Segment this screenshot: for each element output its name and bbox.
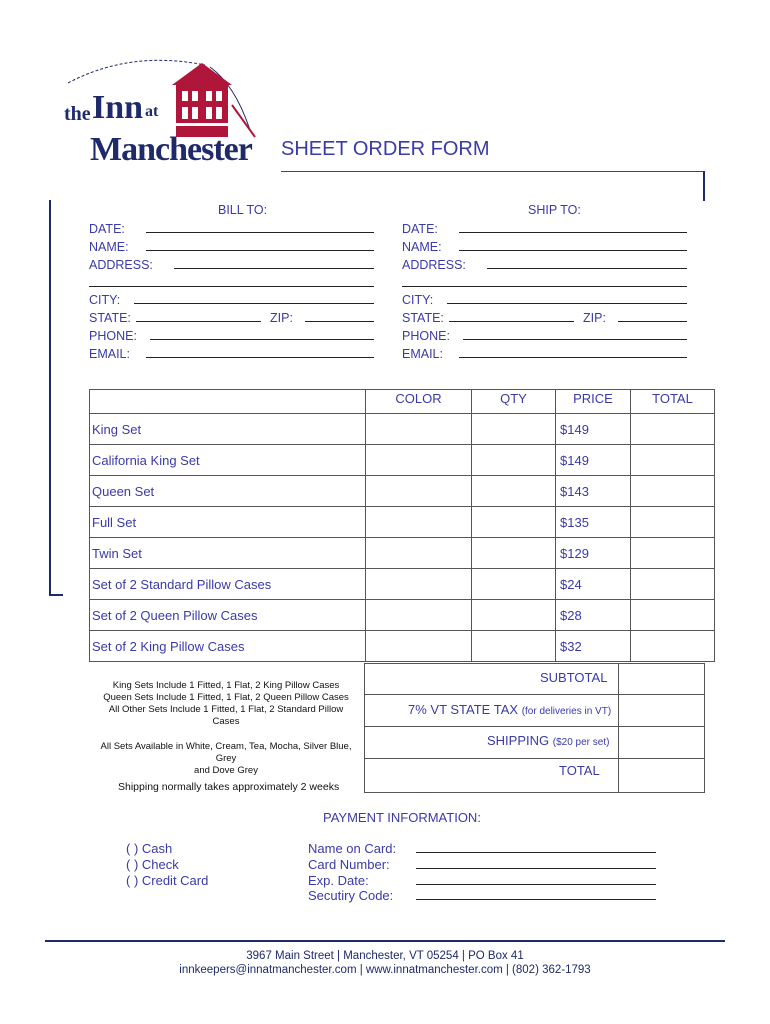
qty-cell[interactable] — [472, 445, 556, 476]
totals-divider-3 — [364, 758, 704, 759]
ship-to-heading: SHIP TO: — [528, 203, 581, 217]
exp-date-field[interactable] — [416, 884, 656, 885]
tax-label-main: 7% VT STATE TAX — [408, 702, 519, 717]
bill-date-field[interactable] — [146, 232, 374, 233]
exp-date-label: Exp. Date: — [308, 873, 369, 888]
item-name: Twin Set — [90, 538, 366, 569]
totals-divider-2 — [364, 726, 704, 727]
payment-credit-option[interactable]: ( ) Credit Card — [126, 873, 209, 888]
totals-divider-1 — [364, 694, 704, 695]
price-cell: $24 — [556, 569, 631, 600]
shipping-label — [487, 733, 609, 748]
ship-email-field[interactable] — [459, 357, 687, 358]
payment-heading: PAYMENT INFORMATION: — [323, 810, 481, 825]
qty-cell[interactable] — [472, 569, 556, 600]
subtotal-label: SUBTOTAL — [540, 670, 608, 685]
note-line: Cases — [212, 716, 240, 727]
color-cell[interactable] — [366, 600, 472, 631]
bill-address-field-2[interactable] — [89, 286, 374, 287]
price-cell: $32 — [556, 631, 631, 662]
bill-phone-label: PHONE: — [89, 329, 137, 343]
item-name: Queen Set — [90, 476, 366, 507]
ship-state-label: STATE: — [402, 311, 444, 325]
note-line: King Sets Include 1 Fitted, 1 Flat, 2 King Pillow Cases — [112, 680, 340, 691]
qty-cell[interactable] — [472, 538, 556, 569]
color-cell[interactable] — [366, 507, 472, 538]
qty-cell[interactable] — [472, 631, 556, 662]
col-header-price: PRICE — [556, 390, 631, 414]
inn-logo — [60, 45, 260, 180]
price-cell: $143 — [556, 476, 631, 507]
bill-name-label: NAME: — [89, 240, 129, 254]
table-row — [90, 445, 715, 476]
bill-state-field[interactable] — [136, 321, 261, 322]
bill-to-heading: BILL TO: — [218, 203, 268, 217]
color-cell[interactable] — [366, 631, 472, 662]
bill-email-label: EMAIL: — [89, 347, 130, 361]
name-on-card-label: Name on Card: — [308, 841, 397, 856]
total-cell[interactable] — [631, 476, 715, 507]
payment-check-option[interactable]: ( ) Check — [126, 857, 179, 872]
page-title: SHEET ORDER FORM — [281, 138, 490, 160]
security-code-label: Secutiry Code: — [308, 888, 394, 903]
qty-cell[interactable] — [472, 600, 556, 631]
shipping-label-main: SHIPPING — [487, 733, 550, 748]
logo-the: the — [64, 103, 91, 125]
bill-address-field[interactable] — [174, 268, 374, 269]
price-cell: $149 — [556, 445, 631, 476]
color-cell[interactable] — [366, 445, 472, 476]
item-name: Set of 2 King Pillow Cases — [90, 631, 366, 662]
note-line: All Other Sets Include 1 Fitted, 1 Flat, 2 Standard Pillow — [108, 704, 344, 715]
ship-phone-label: PHONE: — [402, 329, 450, 343]
bill-phone-field[interactable] — [150, 339, 374, 340]
bill-date-label: DATE: — [89, 222, 125, 236]
bill-email-field[interactable] — [146, 357, 374, 358]
total-cell[interactable] — [631, 507, 715, 538]
item-name: California King Set — [90, 445, 366, 476]
bill-name-field[interactable] — [146, 250, 374, 251]
table-row — [90, 631, 715, 662]
ship-city-field[interactable] — [447, 303, 687, 304]
ship-phone-field[interactable] — [463, 339, 687, 340]
left-bracket-foot — [49, 594, 63, 596]
card-number-field[interactable] — [416, 868, 656, 869]
ship-address-field-2[interactable] — [402, 286, 687, 287]
title-rule-end — [703, 171, 705, 201]
title-rule — [281, 171, 704, 172]
col-header-total: TOTAL — [631, 390, 715, 414]
color-cell[interactable] — [366, 569, 472, 600]
ship-address-label: ADDRESS: — [402, 258, 466, 272]
item-name: Set of 2 Standard Pillow Cases — [90, 569, 366, 600]
total-cell[interactable] — [631, 538, 715, 569]
total-cell[interactable] — [631, 414, 715, 445]
table-row — [90, 414, 715, 445]
logo-manchester: Manchester — [90, 131, 252, 168]
table-row — [90, 600, 715, 631]
ship-email-label: EMAIL: — [402, 347, 443, 361]
note-line: All Sets Available in White, Cream, Tea, Mocha, Silver Blue, Grey — [100, 741, 352, 764]
color-cell[interactable] — [366, 414, 472, 445]
subtotal-value[interactable] — [620, 664, 702, 693]
bill-address-label: ADDRESS: — [89, 258, 153, 272]
footer-contact: innkeepers@innatmanchester.com | www.innatmanchester.com | (802) 362-1793 — [179, 964, 591, 976]
col-header-item — [90, 390, 366, 414]
item-name: Set of 2 Queen Pillow Cases — [90, 600, 366, 631]
note-line: Queen Sets Include 1 Fitted, 1 Flat, 2 Queen Pillow Cases — [103, 692, 349, 703]
note-line: and Dove Grey — [194, 765, 258, 776]
bill-zip-field[interactable] — [305, 321, 374, 322]
col-header-color: COLOR — [366, 390, 472, 414]
ship-address-field[interactable] — [487, 268, 687, 269]
name-on-card-field[interactable] — [416, 852, 656, 853]
total-cell[interactable] — [631, 569, 715, 600]
availability-notes — [92, 741, 360, 777]
bill-state-label: STATE: — [89, 311, 131, 325]
shipping-label-note: ($20 per set) — [552, 737, 610, 748]
qty-cell[interactable] — [472, 414, 556, 445]
shipping-value[interactable] — [620, 728, 702, 757]
ship-zip-label: ZIP: — [583, 311, 606, 325]
ship-name-label: NAME: — [402, 240, 442, 254]
totals-divider-v — [618, 663, 619, 792]
table-row — [90, 507, 715, 538]
order-table — [89, 389, 715, 662]
ship-city-label: CITY: — [402, 293, 434, 307]
security-code-field[interactable] — [416, 899, 656, 900]
left-bracket — [49, 200, 51, 595]
total-cell[interactable] — [631, 600, 715, 631]
bill-city-label: CITY: — [89, 293, 121, 307]
price-cell: $28 — [556, 600, 631, 631]
ship-zip-field[interactable] — [618, 321, 687, 322]
bill-city-field[interactable] — [134, 303, 374, 304]
total-cell[interactable] — [631, 631, 715, 662]
qty-cell[interactable] — [472, 507, 556, 538]
price-cell: $149 — [556, 414, 631, 445]
item-name: King Set — [90, 414, 366, 445]
bill-zip-label: ZIP: — [270, 311, 293, 325]
price-cell: $135 — [556, 507, 631, 538]
ship-date-label: DATE: — [402, 222, 438, 236]
item-name: Full Set — [90, 507, 366, 538]
tax-value[interactable] — [620, 696, 702, 725]
table-row — [90, 476, 715, 507]
table-row — [90, 538, 715, 569]
color-cell[interactable] — [366, 538, 472, 569]
ship-state-field[interactable] — [449, 321, 574, 322]
tax-label-note: (for deliveries in VT) — [521, 706, 612, 717]
logo-inn: Inn — [92, 89, 144, 126]
color-cell[interactable] — [366, 476, 472, 507]
card-number-label: Card Number: — [308, 857, 390, 872]
shipping-time-note: Shipping normally takes approximately 2 weeks — [118, 781, 340, 793]
qty-cell[interactable] — [472, 476, 556, 507]
logo-at: at — [145, 103, 159, 120]
footer-rule — [45, 940, 725, 942]
set-contents-notes — [95, 680, 357, 728]
table-header-row — [90, 390, 715, 414]
total-cell[interactable] — [631, 445, 715, 476]
footer-address: 3967 Main Street | Manchester, VT 05254 | PO Box 41 — [246, 950, 524, 962]
col-header-qty: QTY — [472, 390, 556, 414]
tax-label — [408, 702, 611, 717]
table-row — [90, 569, 715, 600]
total-value[interactable] — [620, 760, 702, 790]
ship-name-field[interactable] — [459, 250, 687, 251]
ship-date-field[interactable] — [459, 232, 687, 233]
price-cell: $129 — [556, 538, 631, 569]
total-label: TOTAL — [559, 763, 600, 778]
payment-cash-option[interactable]: ( ) Cash — [126, 841, 173, 856]
